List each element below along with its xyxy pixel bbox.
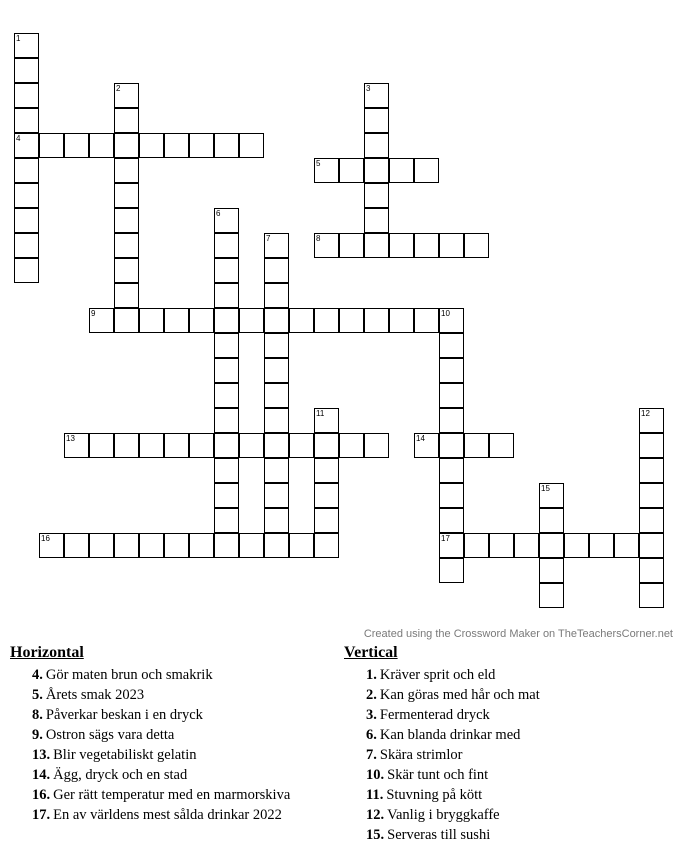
crossword-cell[interactable] <box>314 158 339 183</box>
crossword-cell[interactable] <box>89 533 114 558</box>
clue-horizontal-text: Årets smak 2023 <box>45 687 145 703</box>
clue-vertical-number: 15. <box>366 827 385 843</box>
cell-number: 14 <box>416 434 425 443</box>
crossword-cell[interactable] <box>314 433 339 458</box>
crossword-cell[interactable] <box>464 233 489 258</box>
crossword-cell[interactable] <box>314 308 339 333</box>
clue-vertical-number: 7. <box>366 747 377 763</box>
clue-vertical-number: 1. <box>366 667 377 683</box>
crossword-cell[interactable] <box>414 308 439 333</box>
crossword-cell[interactable] <box>364 133 389 158</box>
cell-number: 17 <box>441 534 450 543</box>
crossword-cell[interactable] <box>114 308 139 333</box>
cell-number: 12 <box>641 409 650 418</box>
clues-horizontal <box>10 643 340 825</box>
clue-horizontal-number: 16. <box>32 787 51 803</box>
crossword-cell[interactable] <box>114 183 139 208</box>
crossword-cell[interactable] <box>264 358 289 383</box>
clue-horizontal-text: Ostron sägs vara detta <box>45 727 175 743</box>
crossword-cell[interactable] <box>264 433 289 458</box>
clue-horizontal-item <box>10 765 340 785</box>
crossword-cell[interactable] <box>289 533 314 558</box>
crossword-cell[interactable] <box>164 533 189 558</box>
crossword-cell[interactable] <box>114 83 139 108</box>
clue-vertical-item <box>344 785 674 805</box>
clue-vertical-text: Skära strimlor <box>379 747 463 763</box>
clue-vertical-item <box>344 825 674 845</box>
crossword-cell[interactable] <box>389 308 414 333</box>
crossword-cell[interactable] <box>139 133 164 158</box>
clue-horizontal-text: En av världens mest sålda drinkar 2022 <box>53 807 282 823</box>
crossword-cell[interactable] <box>364 208 389 233</box>
clue-vertical-item <box>344 725 674 745</box>
crossword-cell[interactable] <box>589 533 614 558</box>
crossword-cell[interactable] <box>639 558 664 583</box>
crossword-cell[interactable] <box>239 308 264 333</box>
crossword-cell[interactable] <box>539 483 564 508</box>
crossword-cell[interactable] <box>439 383 464 408</box>
crossword-cell[interactable] <box>364 108 389 133</box>
crossword-cell[interactable] <box>14 208 39 233</box>
crossword-cell[interactable] <box>414 158 439 183</box>
crossword-cell[interactable] <box>264 233 289 258</box>
crossword-cell[interactable] <box>114 258 139 283</box>
crossword-cell[interactable] <box>314 408 339 433</box>
clue-vertical-number: 12. <box>366 807 385 823</box>
crossword-cell[interactable] <box>214 208 239 233</box>
crossword-cell[interactable] <box>314 458 339 483</box>
crossword-cell[interactable] <box>314 233 339 258</box>
crossword-cell[interactable] <box>414 233 439 258</box>
crossword-cell[interactable] <box>264 258 289 283</box>
clue-horizontal-item <box>10 665 340 685</box>
crossword-cell[interactable] <box>364 233 389 258</box>
crossword-cell[interactable] <box>64 533 89 558</box>
crossword-cell[interactable] <box>364 183 389 208</box>
clue-vertical-text: Vanlig i bryggkaffe <box>387 807 500 823</box>
crossword-cell[interactable] <box>139 308 164 333</box>
crossword-cell[interactable] <box>64 133 89 158</box>
crossword-cell[interactable] <box>139 533 164 558</box>
crossword-cell[interactable] <box>214 383 239 408</box>
clue-vertical-text: Stuvning på kött <box>386 787 483 803</box>
crossword-cell[interactable] <box>164 433 189 458</box>
crossword-cell[interactable] <box>114 233 139 258</box>
crossword-cell[interactable] <box>289 433 314 458</box>
crossword-cell[interactable] <box>264 283 289 308</box>
crossword-cell[interactable] <box>414 433 439 458</box>
crossword-cell[interactable] <box>214 508 239 533</box>
crossword-cell[interactable] <box>64 433 89 458</box>
crossword-cell[interactable] <box>314 533 339 558</box>
crossword-cell[interactable] <box>389 158 414 183</box>
clue-horizontal-item <box>10 725 340 745</box>
crossword-cell[interactable] <box>439 308 464 333</box>
cell-number: 5 <box>316 159 321 168</box>
crossword-cell[interactable] <box>639 508 664 533</box>
crossword-cell[interactable] <box>439 533 464 558</box>
clue-list-vertical <box>344 665 674 845</box>
crossword-cell[interactable] <box>264 333 289 358</box>
clue-vertical-item <box>344 805 674 825</box>
crossword-cell[interactable] <box>214 258 239 283</box>
crossword-cell[interactable] <box>214 308 239 333</box>
crossword-cell[interactable] <box>114 158 139 183</box>
crossword-cell[interactable] <box>339 433 364 458</box>
clue-vertical-number: 3. <box>366 707 377 723</box>
crossword-cell[interactable] <box>114 433 139 458</box>
crossword-cell[interactable] <box>539 583 564 608</box>
clue-horizontal-number: 4. <box>32 667 43 683</box>
clue-vertical-number: 6. <box>366 727 377 743</box>
crossword-cell[interactable] <box>439 408 464 433</box>
clue-horizontal-text: Gör maten brun och smakrik <box>45 667 213 683</box>
clues-section <box>0 643 681 857</box>
crossword-cell[interactable] <box>539 533 564 558</box>
crossword-cell[interactable] <box>364 83 389 108</box>
clue-horizontal-item <box>10 785 340 805</box>
crossword-cell[interactable] <box>214 283 239 308</box>
crossword-cell[interactable] <box>289 308 314 333</box>
crossword-cell[interactable] <box>114 533 139 558</box>
crossword-cell[interactable] <box>189 308 214 333</box>
crossword-cell[interactable] <box>114 108 139 133</box>
crossword-cell[interactable] <box>439 558 464 583</box>
crossword-cell[interactable] <box>139 433 164 458</box>
crossword-cell[interactable] <box>464 433 489 458</box>
clue-horizontal-text: Ägg, dryck och en stad <box>53 767 188 783</box>
clue-horizontal-item <box>10 745 340 765</box>
crossword-cell[interactable] <box>314 508 339 533</box>
crossword-cell[interactable] <box>564 533 589 558</box>
crossword-cell[interactable] <box>264 533 289 558</box>
cell-number: 7 <box>266 234 271 243</box>
crossword-cell[interactable] <box>264 308 289 333</box>
crossword-cell[interactable] <box>89 433 114 458</box>
clue-horizontal-text: Ger rätt temperatur med en marmorskiva <box>53 787 291 803</box>
crossword-cell[interactable] <box>439 233 464 258</box>
crossword-cell[interactable] <box>314 483 339 508</box>
crossword-cell[interactable] <box>14 108 39 133</box>
clue-vertical-text: Kan blanda drinkar med <box>379 727 521 743</box>
crossword-cell[interactable] <box>89 308 114 333</box>
crossword-cell[interactable] <box>214 433 239 458</box>
clue-horizontal-number: 14. <box>32 767 51 783</box>
crossword-cell[interactable] <box>439 458 464 483</box>
crossword-cell[interactable] <box>214 133 239 158</box>
crossword-cell[interactable] <box>214 458 239 483</box>
clue-vertical-number: 11. <box>366 787 384 803</box>
crossword-cell[interactable] <box>214 333 239 358</box>
clue-horizontal-item <box>10 685 340 705</box>
clue-horizontal-text: Blir vegetabiliskt gelatin <box>53 747 197 763</box>
crossword-cell[interactable] <box>439 333 464 358</box>
clue-list-horizontal <box>10 665 340 825</box>
clue-vertical-text: Serveras till sushi <box>387 827 491 843</box>
crossword-cell[interactable] <box>164 133 189 158</box>
clue-horizontal-number: 8. <box>32 707 43 723</box>
clues-vertical-heading: Vertical <box>344 644 398 661</box>
crossword-cell[interactable] <box>239 133 264 158</box>
clues-vertical <box>344 643 674 845</box>
clue-vertical-text: Skär tunt och fint <box>387 767 489 783</box>
crossword-cell[interactable] <box>14 158 39 183</box>
clue-vertical-item <box>344 705 674 725</box>
crossword-cell[interactable] <box>214 233 239 258</box>
clue-horizontal-number: 13. <box>32 747 51 763</box>
crossword-cell[interactable] <box>639 533 664 558</box>
crossword-cell[interactable] <box>189 533 214 558</box>
crossword-cell[interactable] <box>14 58 39 83</box>
clue-horizontal-number: 17. <box>32 807 51 823</box>
crossword-cell[interactable] <box>489 533 514 558</box>
cell-number: 10 <box>441 309 450 318</box>
clue-horizontal-text: Påverkar beskan i en dryck <box>45 707 203 723</box>
crossword-cell[interactable] <box>639 483 664 508</box>
crossword-cell[interactable] <box>364 433 389 458</box>
crossword-cell[interactable] <box>214 358 239 383</box>
clue-vertical-text: Kan göras med hår och mat <box>379 687 540 703</box>
crossword-cell[interactable] <box>114 208 139 233</box>
crossword-cell[interactable] <box>239 433 264 458</box>
crossword-cell[interactable] <box>14 183 39 208</box>
crossword-cell[interactable] <box>539 508 564 533</box>
crossword-cell[interactable] <box>439 508 464 533</box>
crossword-cell[interactable] <box>614 533 639 558</box>
clue-horizontal-number: 5. <box>32 687 43 703</box>
crossword-cell[interactable] <box>14 233 39 258</box>
crossword-cell[interactable] <box>14 133 39 158</box>
crossword-cell[interactable] <box>189 433 214 458</box>
cell-number: 2 <box>116 84 121 93</box>
crossword-cell[interactable] <box>339 308 364 333</box>
crossword-cell[interactable] <box>339 233 364 258</box>
crossword-cell[interactable] <box>89 133 114 158</box>
crossword-cell[interactable] <box>239 533 264 558</box>
crossword-cell[interactable] <box>339 158 364 183</box>
cell-number: 6 <box>216 209 221 218</box>
crossword-cell[interactable] <box>264 508 289 533</box>
clue-vertical-number: 10. <box>366 767 385 783</box>
crossword-cell[interactable] <box>364 308 389 333</box>
crossword-cell[interactable] <box>389 233 414 258</box>
cell-number: 15 <box>541 484 550 493</box>
cell-number: 16 <box>41 534 50 543</box>
crossword-cell[interactable] <box>114 133 139 158</box>
cell-number: 1 <box>16 34 21 43</box>
cell-number: 11 <box>316 409 325 418</box>
crossword-cell[interactable] <box>639 433 664 458</box>
credit-text: Created using the Crossword Maker on TheTeachersCorner.net <box>363 628 673 640</box>
crossword-cell[interactable] <box>264 408 289 433</box>
cell-number: 8 <box>316 234 321 243</box>
crossword-cell[interactable] <box>14 33 39 58</box>
crossword-cell[interactable] <box>639 583 664 608</box>
crossword-cell[interactable] <box>14 83 39 108</box>
crossword-cell[interactable] <box>539 558 564 583</box>
crossword-cell[interactable] <box>264 383 289 408</box>
crossword-cell[interactable] <box>639 408 664 433</box>
clue-horizontal-item <box>10 805 340 825</box>
cell-number: 9 <box>91 309 96 318</box>
crossword-cell[interactable] <box>439 358 464 383</box>
crossword-cell[interactable] <box>214 533 239 558</box>
clue-vertical-item <box>344 665 674 685</box>
clue-vertical-item <box>344 745 674 765</box>
crossword-cell[interactable] <box>214 483 239 508</box>
crossword-cell[interactable] <box>489 433 514 458</box>
clue-vertical-text: Fermenterad dryck <box>379 707 490 723</box>
crossword-cell[interactable] <box>514 533 539 558</box>
crossword-cell[interactable] <box>639 458 664 483</box>
crossword-cell[interactable] <box>39 533 64 558</box>
crossword-cell[interactable] <box>364 158 389 183</box>
clues-horizontal-heading: Horizontal <box>10 644 84 661</box>
cell-number: 3 <box>366 84 371 93</box>
clue-horizontal-number: 9. <box>32 727 43 743</box>
crossword-cell[interactable] <box>264 483 289 508</box>
clue-vertical-number: 2. <box>366 687 377 703</box>
cell-number: 13 <box>66 434 75 443</box>
clue-horizontal-item <box>10 705 340 725</box>
crossword-cell[interactable] <box>464 533 489 558</box>
crossword-cell[interactable] <box>264 458 289 483</box>
cell-number: 4 <box>16 134 21 143</box>
clue-vertical-item <box>344 685 674 705</box>
crossword-cell[interactable] <box>189 133 214 158</box>
crossword-cell[interactable] <box>39 133 64 158</box>
crossword-cell[interactable] <box>439 433 464 458</box>
crossword-cell[interactable] <box>14 258 39 283</box>
clue-vertical-text: Kräver sprit och eld <box>379 667 496 683</box>
clue-vertical-item <box>344 765 674 785</box>
crossword-cell[interactable] <box>164 308 189 333</box>
crossword-cell[interactable] <box>214 408 239 433</box>
crossword-cell[interactable] <box>114 283 139 308</box>
crossword-cell[interactable] <box>439 483 464 508</box>
